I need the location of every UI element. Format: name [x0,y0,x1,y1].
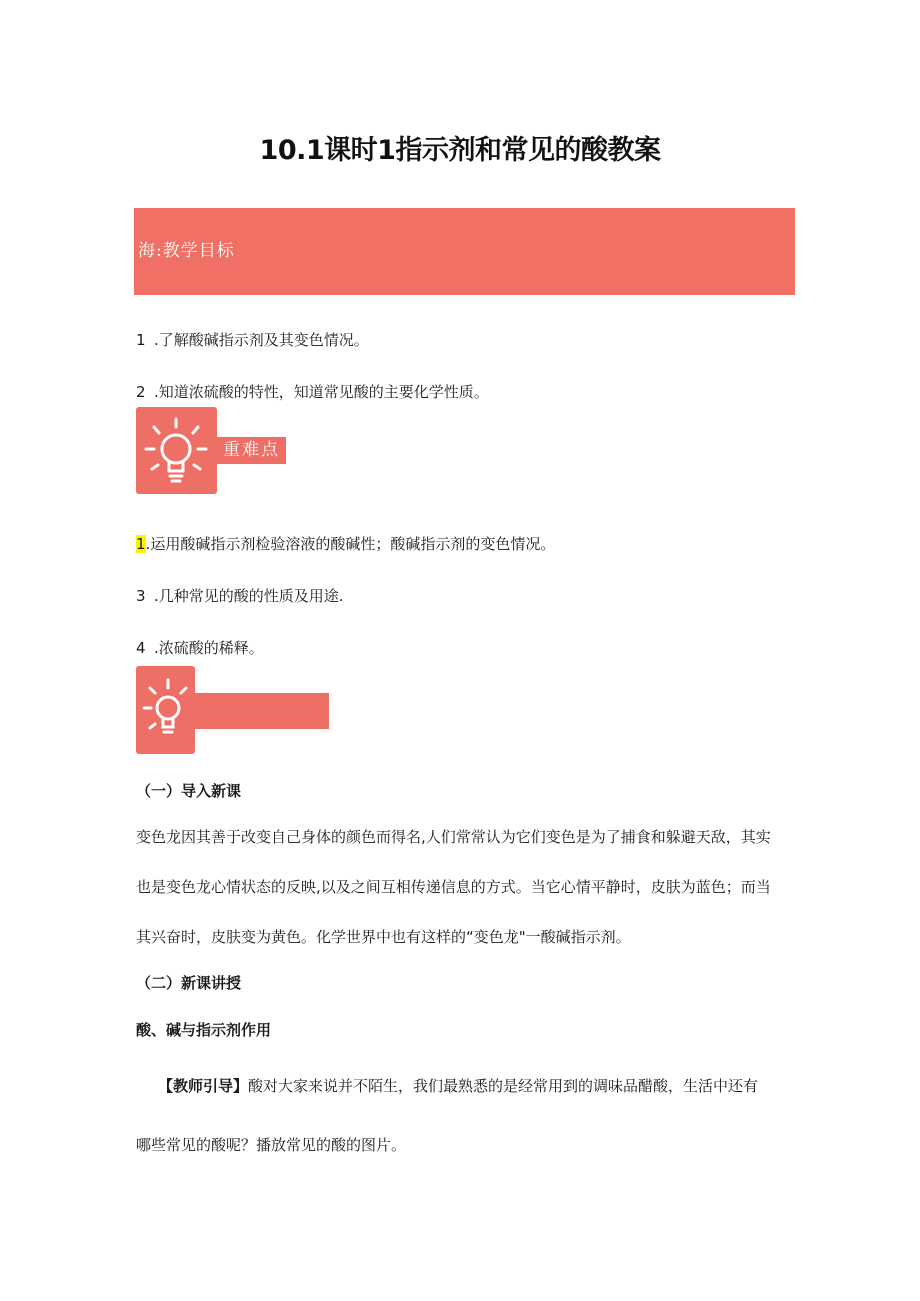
intro-line-2: 也是变色龙心情状态的反映,以及之间互相传递信息的方式。当它心情平静时，皮肤为蓝色；而当 [136,878,771,896]
key-point-item-3 [136,585,344,606]
key-point-text: .运用酸碱指示剂检验溶液的酸碱性；酸碱指示剂的变色情况。 [145,535,556,553]
new-lesson-heading: （二）新课讲授 [136,974,242,992]
key-point-num-highlighted: 1 [136,535,146,553]
key-points-label: 重难点 [217,437,286,464]
teacher-guide-line-1 [158,1075,758,1096]
objectives-banner-label: 海:教学目标 [138,241,235,261]
objective-text: .了解酸碱指示剂及其变色情况。 [154,331,369,349]
objective-text: .知道浓硫酸的特性，知道常见酸的主要化学性质。 [154,383,489,401]
key-points-lightbulb-icon [136,407,217,494]
key-point-text: .浓硫酸的稀释。 [154,639,264,657]
lightbulb-icon [136,666,195,754]
intro-line-1: 变色龙因其善于改变自己身体的颜色而得名,人们常常认为它们变色是为了捕食和躲避天敌，其实 [136,828,771,846]
objective-item-1 [136,329,369,350]
key-point-num: 3 [136,587,146,605]
teacher-guide-line-2: 哪些常见的酸呢？播放常见的酸的图片。 [136,1136,407,1154]
objective-item-2 [136,381,489,402]
key-point-item-4 [136,637,264,658]
process-label-bar [195,693,329,729]
teacher-guide-label: 【教师引导】 [158,1077,249,1095]
key-point-num: 4 [136,639,146,657]
intro-line-3: 其兴奋时，皮肤变为黄色。化学世界中也有这样的“变色龙"一酸碱指示剂。 [136,928,631,946]
intro-heading: （一）导入新课 [136,782,242,800]
key-point-text: .几种常见的酸的性质及用途. [154,587,344,605]
objective-num: 1 [136,331,146,349]
teacher-guide-text: 酸对大家来说并不陌生，我们最熟悉的是经常用到的调味品醋酸，生活中还有 [248,1077,759,1095]
page-title: 10.1课时1指示剂和常见的酸教案 [259,135,661,166]
key-point-item-1 [136,533,555,554]
lightbulb-icon [136,407,217,494]
objective-num: 2 [136,383,146,401]
sub-heading: 酸、碱与指示剂作用 [136,1021,272,1039]
process-lightbulb-icon [136,666,195,754]
